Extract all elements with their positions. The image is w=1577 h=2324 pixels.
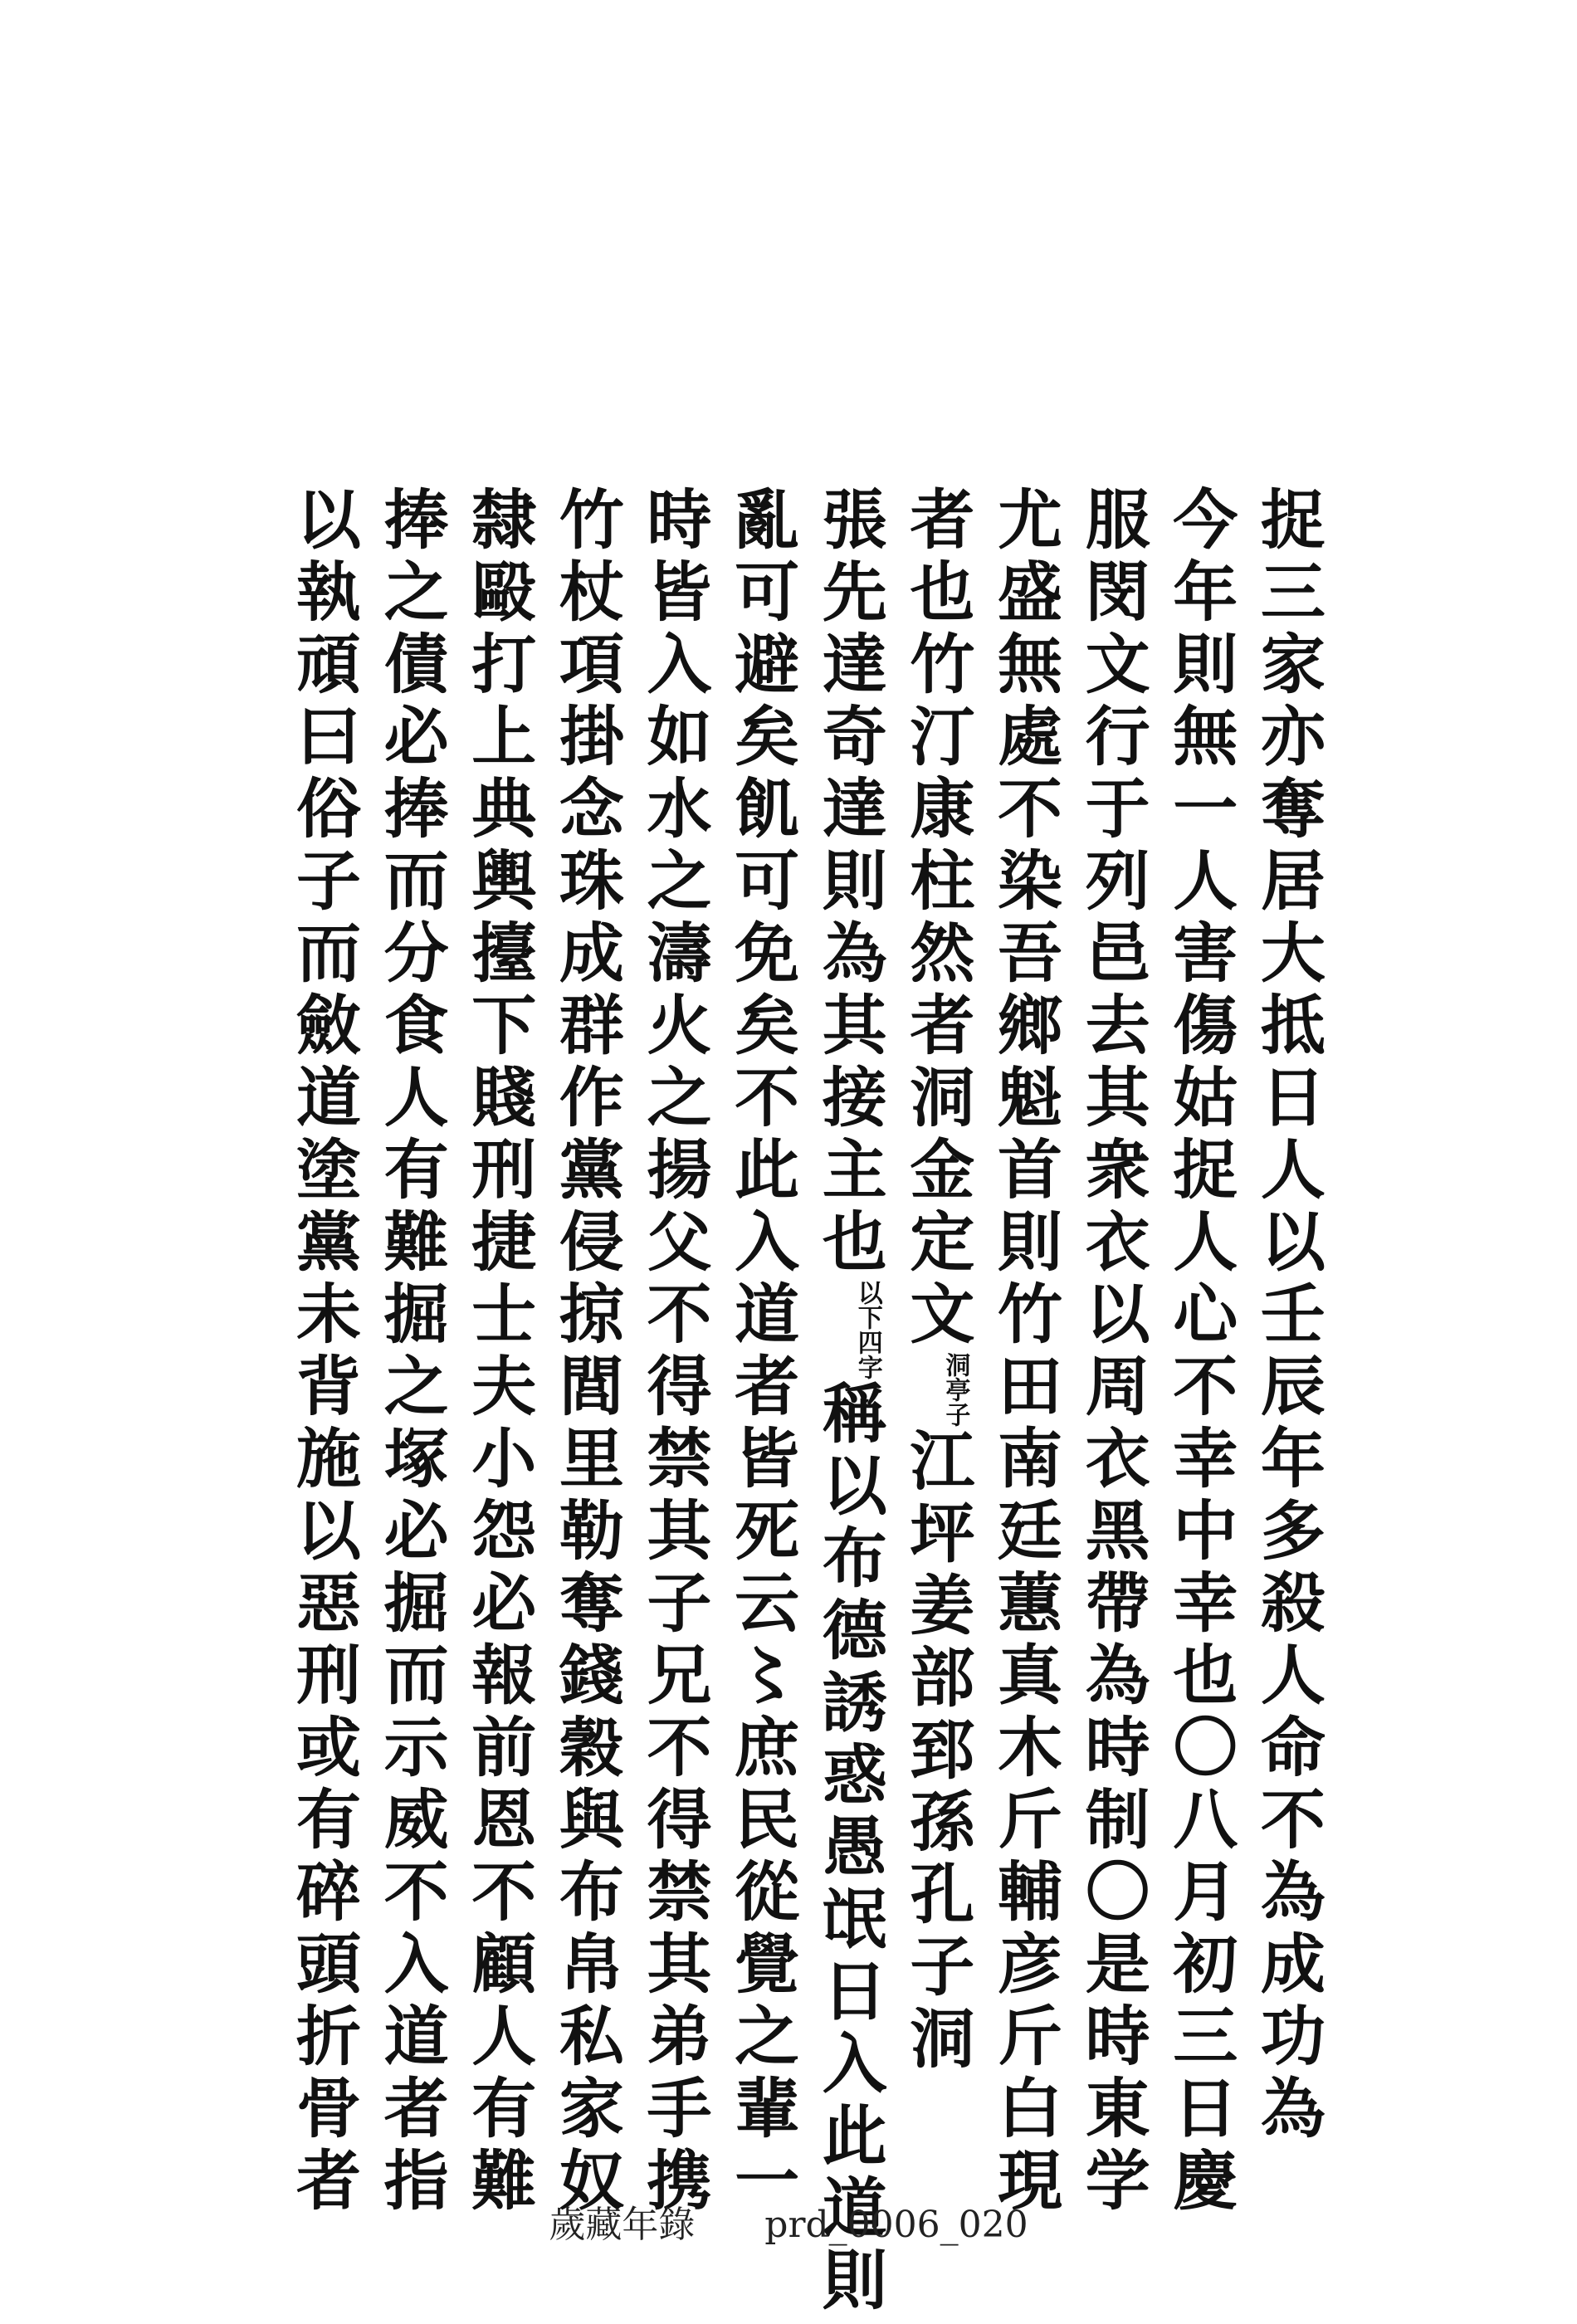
text-column-3: 服閔文行于列邑去其衆衣以周衣黑帶為時制〇是時東学: [1074, 486, 1150, 2219]
text-column-6: 張先達奇達則為其接主也$^{以下四字}$稱以布德誘惑愚氓日入此道則: [811, 486, 887, 2318]
text-column-4: 尤盛無處不染吾鄉魁首則竹田南廷蕙真木斤輔彦斤白現: [987, 486, 1062, 2219]
interlinear-note: 以下四字: [852, 1280, 882, 1379]
page-footer: [0, 2195, 1577, 2248]
text-column-1: 捉三家亦奪居大抵日人以壬辰年多殺人命不為成功為: [1249, 486, 1326, 2146]
text-column-5: 者也竹汀康柱然者洞金定文$^{洞亭子}$江坪姜部郅孫孔子洞: [899, 486, 975, 2077]
text-column-8: 時皆入如水之濤火之揚父不得禁其子兄不得禁其弟手携: [636, 486, 712, 2219]
text-column-9: 竹杖項掛念珠成群作黨侵掠閭里勒奪錢穀與布帛私家奴: [548, 486, 624, 2219]
text-column-10: 隸毆打上典輿擡下賤刑捷士夫小怨必報前恩不顧人有難: [461, 486, 537, 2219]
interlinear-note: 洞亭子: [940, 1352, 970, 1427]
footer-title: 歲藏年錄: [549, 2204, 696, 2246]
text-column-11: 捧之債必捧而分食人有難掘之塚必掘而示威不入道者指: [373, 486, 449, 2219]
text-column-7: 亂可避矣飢可免矣不此入道者皆死云〻庶民從覺之輩一: [724, 486, 800, 2219]
footer-page-id: prd_0006_020: [764, 2204, 1028, 2246]
text-column-2: 今年則無一人害傷姑捉人心不幸中幸也〇八月初三日慶: [1162, 486, 1238, 2219]
text-column-12: 以執頑曰俗子而斂道塗黨未背施以惡刑或有碎頭折骨者: [286, 486, 361, 2219]
